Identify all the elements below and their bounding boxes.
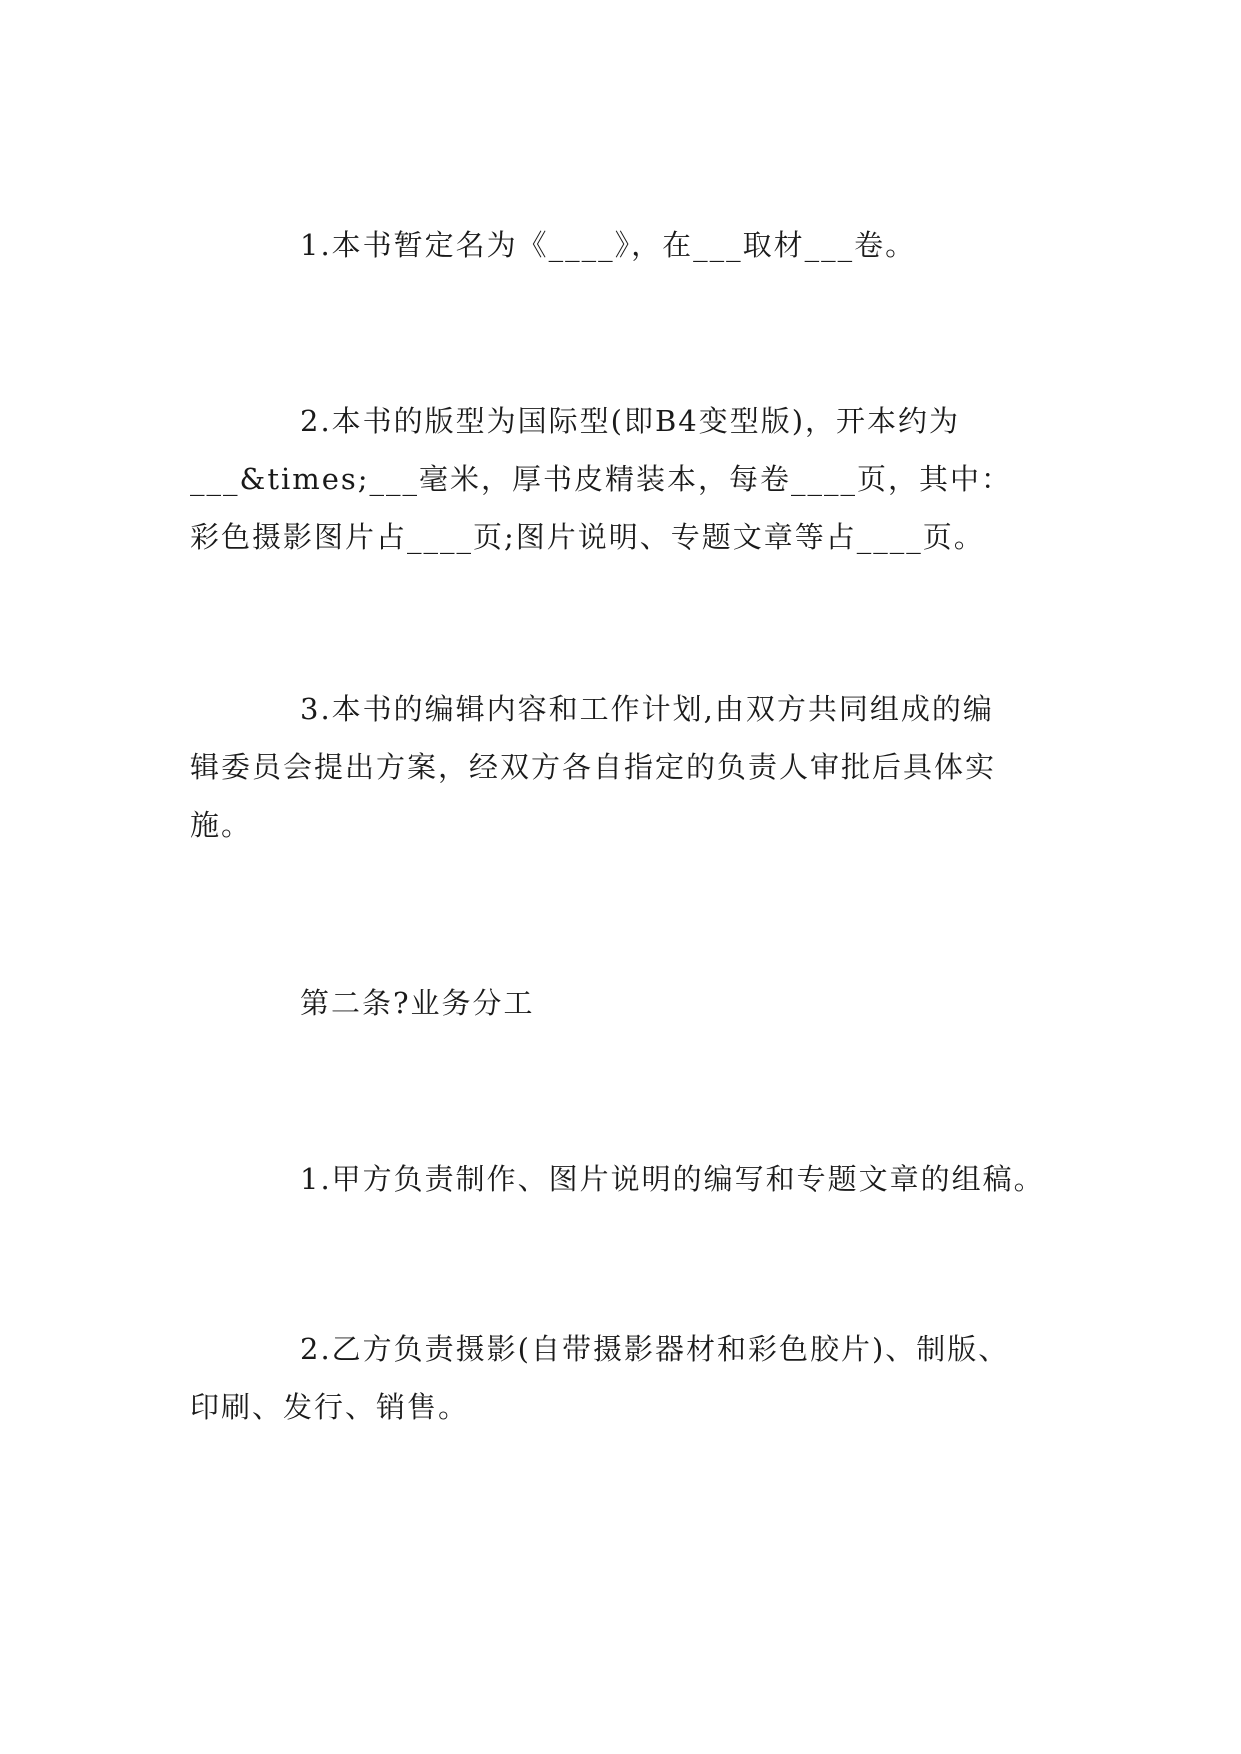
paragraph-line: 1.甲方负责制作、图片说明的编写和专题文章的组稿。 <box>300 1162 1045 1196</box>
paragraph-line: 2.乙方负责摄影(自带摄影器材和彩色胶片)、制版、 <box>300 1332 1010 1366</box>
section-heading-text: 第二条?业务分工 <box>300 986 535 1020</box>
paragraph-line: 3.本书的编辑内容和工作计划,由双方共同组成的编 <box>300 692 994 726</box>
paragraph-line: ___&times;___毫米，厚书皮精装本，每卷____页，其中： <box>190 462 1013 496</box>
paragraph-line: 1.本书暂定名为《____》，在___取材___卷。 <box>300 228 917 262</box>
paragraph-line: 2.本书的版型为国际型(即B4变型版)，开本约为 <box>300 404 961 438</box>
paragraph-2 <box>190 392 1070 566</box>
paragraph-line: 施。 <box>190 808 253 842</box>
paragraph-line: 彩色摄影图片占____页;图片说明、专题文章等占____页。 <box>190 520 985 554</box>
paragraph-4 <box>190 1150 1070 1208</box>
paragraph-line: 辑委员会提出方案，经双方各自指定的负责人审批后具体实 <box>190 750 997 784</box>
paragraph-3 <box>190 680 1070 854</box>
section-heading <box>190 974 1070 1032</box>
paragraph-1 <box>190 216 1070 274</box>
paragraph-5 <box>190 1320 1070 1436</box>
paragraph-line: 印刷、发行、销售。 <box>190 1390 470 1424</box>
